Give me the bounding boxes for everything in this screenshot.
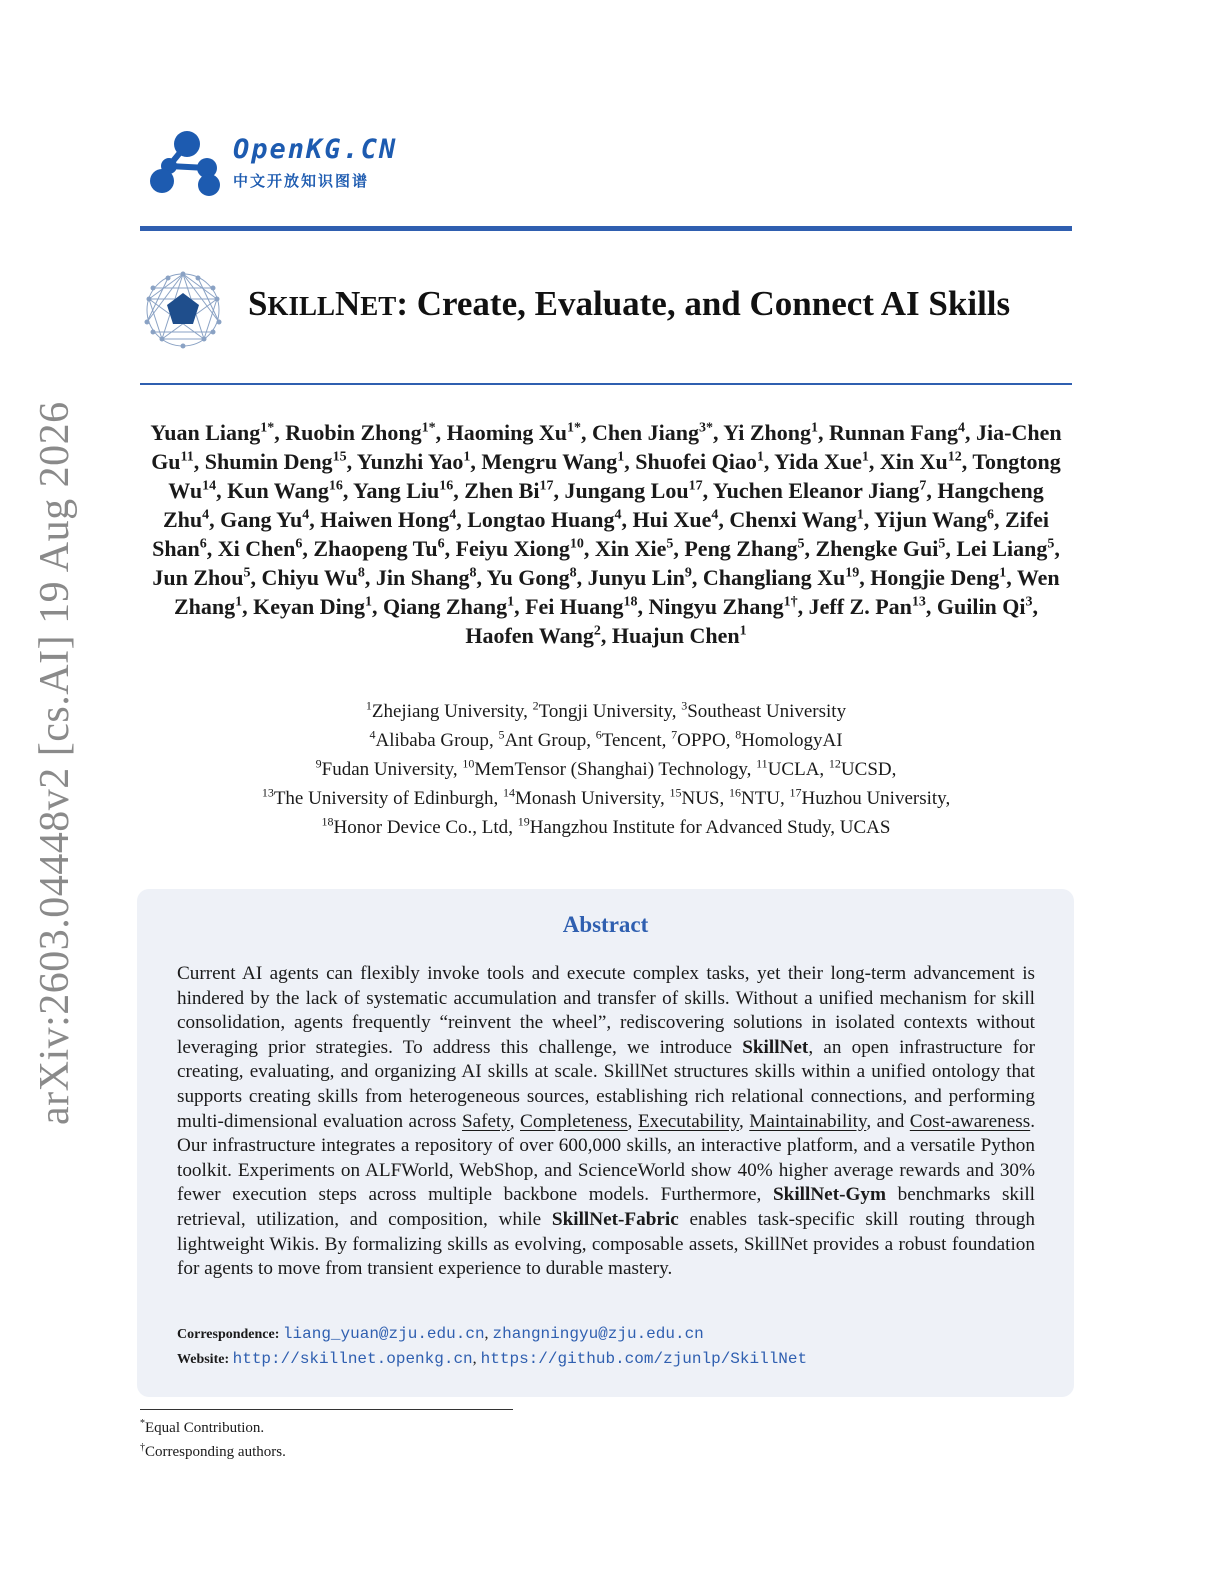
affiliation-line: $^{18}$Honor Device Co., Ltd, $^{19}$Hangzhou Institute for Advanced Study, UCAS [321, 814, 891, 838]
author-affil-mark: 6 [199, 536, 207, 552]
affil-mark: 5 [498, 727, 505, 742]
abstract-text-4: benchmarks skill retrieval, utilization, and composition, while [177, 1184, 1035, 1230]
affil-mark: 13 [261, 785, 274, 800]
affil-mark: 16 [728, 785, 741, 800]
author-name: Qiang Zhang [382, 594, 508, 619]
dim-safety: Safety [461, 1110, 510, 1132]
author-affil-mark: 1 [617, 449, 625, 465]
author-name: Mengru Wang [481, 449, 618, 474]
affiliation-name: Zhejiang University [371, 701, 524, 722]
author-name: Feiyu Xiong [455, 536, 570, 561]
affiliation-name: Huzhou University [801, 788, 946, 809]
author-affil-mark: 1† [783, 594, 798, 610]
correspondence-line: Correspondence: liang_yuan@zju.edu.cn, zhangningyu@zju.edu.cn [177, 1325, 704, 1343]
affiliation-name: Southeast University [687, 701, 847, 722]
footnote-text: Corresponding authors. [145, 1444, 286, 1460]
author-name: Wen Zhang [173, 565, 1060, 619]
affil-mark: 17 [789, 785, 802, 800]
footnote-text: Equal Contribution. [145, 1420, 265, 1436]
header-rule [140, 226, 1072, 231]
affiliation-name: Monash University [515, 788, 660, 809]
author-affil-mark: 18 [623, 594, 638, 610]
author-name: Guilin Qi [936, 594, 1026, 619]
author-name: Jungang Lou [564, 478, 689, 503]
author-affil-mark: 16 [439, 478, 454, 494]
author-name: Yunzhi Yao [356, 449, 464, 474]
affiliation-line: $^1$Zhejiang University, $^2$Tongji University, $^3$Southeast University [365, 698, 847, 722]
author-affil-mark: 5 [243, 565, 251, 581]
affiliation-name: Ant Group [504, 730, 587, 751]
author-affil-mark: 5 [1047, 536, 1055, 552]
author-affil-mark: 1 [739, 623, 747, 639]
openkg-network-icon [145, 128, 225, 200]
dim-maintainability: Maintainability [749, 1110, 867, 1132]
author-name: Kun Wang [227, 478, 329, 503]
author-affil-mark: 19 [845, 565, 860, 581]
author-affil-mark: 10 [569, 536, 584, 552]
affil-mark: 10 [462, 756, 475, 771]
author-affil-mark: 8 [357, 565, 365, 581]
author-affil-mark: 15 [332, 449, 347, 465]
author-name: Chen Jiang [592, 420, 700, 445]
author-name: Jeff Z. Pan [808, 594, 912, 619]
author-name: Yu Gong [486, 565, 570, 590]
author-name: Chenxi Wang [729, 507, 857, 532]
title-kill: KILL [267, 291, 335, 321]
affiliation-name: Hangzhou Institute for Advanced Study, UCAS [529, 817, 891, 838]
title-rest: : Create, Evaluate, and Connect AI Skills [396, 284, 1011, 323]
affil-mark: 6 [595, 727, 602, 742]
author-name: Changliang Xu [702, 565, 846, 590]
abstract-skillnet-gym: SkillNet-Gym [772, 1184, 886, 1206]
title-s: S [248, 284, 268, 323]
affil-mark: 18 [321, 814, 334, 829]
author-name: Zhen Bi [464, 478, 540, 503]
author-affil-mark: 4 [958, 420, 966, 436]
dim-executability: Executability [637, 1110, 739, 1132]
author-affil-mark: 8 [569, 565, 577, 581]
affiliation-name: Tencent [601, 730, 662, 751]
affil-mark: 11 [756, 756, 768, 771]
author-affil-mark: 9 [684, 565, 692, 581]
author-affil-mark: 2 [593, 623, 601, 639]
author-name: Haiwen Hong [320, 507, 450, 532]
affiliation-name: Honor Device Co., Ltd [333, 817, 509, 838]
author-name: Ningyu Zhang [648, 594, 784, 619]
affil-mark: 9 [315, 756, 322, 771]
author-name: Yijun Wang [873, 507, 988, 532]
author-name: Zifei Shan [152, 507, 1050, 561]
author-affil-mark: 1 [507, 594, 515, 610]
author-affil-mark: 1 [235, 594, 243, 610]
author-name: Hui Xue [632, 507, 712, 532]
abstract-text-2: , an open infrastructure for creating, evaluating, and organizing AI skills at scale. SkillNet structures skills within a unified ontology that supports creating skills from heterogeneous sources, establishing rich relational connections, and performing multi-dimensional evaluation across [177, 1036, 1035, 1132]
author-name: Hongjie Deng [870, 565, 1000, 590]
author-affil-mark: 6 [987, 507, 995, 523]
author-name: Shuofei Qiao [635, 449, 757, 474]
author-affil-mark: 4 [614, 507, 622, 523]
affil-mark: 15 [669, 785, 682, 800]
email-link[interactable]: liang_yuan@zju.edu.cn [282, 1325, 485, 1343]
affil-mark: 7 [671, 727, 678, 742]
footnote [140, 1414, 286, 1438]
author-affil-mark: 17 [688, 478, 703, 494]
footnotes [140, 1414, 286, 1462]
logo-name: OpenKG.CN [233, 134, 398, 165]
author-affil-mark: 12 [947, 449, 962, 465]
title-n: N [335, 284, 361, 323]
author-affil-mark: 6 [437, 536, 445, 552]
affil-mark: 12 [828, 756, 841, 771]
abstract-text-5: enables task-specific skill routing through lightweight Wikis. By formalizing skills as evolving, composable assets, SkillNet provides a robust foundation for agents to move from transient experience to durable mastery. [177, 1208, 1035, 1280]
author-name: Xin Xie [594, 536, 667, 561]
author-name: Haoming Xu [446, 420, 568, 445]
author-affil-mark: 1* [567, 420, 582, 436]
footnote [140, 1438, 286, 1462]
author-name: Yida Xue [774, 449, 862, 474]
website-label: Website: [177, 1352, 230, 1367]
footnote-mark: * [140, 1418, 145, 1429]
author-affil-mark: 4 [449, 507, 457, 523]
author-name: Yuan Liang [150, 420, 261, 445]
footnote-mark: † [140, 1442, 145, 1453]
author-affil-mark: 11 [180, 449, 194, 465]
author-name: Fei Huang [525, 594, 624, 619]
author-name: Zhengke Gui [815, 536, 939, 561]
affil-mark: 2 [532, 698, 539, 713]
affiliation-name: The University of Edinburgh [273, 788, 494, 809]
author-name: Jia-Chen Gu [151, 420, 1062, 474]
author-affil-mark: 1* [421, 420, 436, 436]
author-name: Ruobin Zhong [285, 420, 422, 445]
title-et: ET [360, 291, 397, 321]
author-name: Lei Liang [956, 536, 1048, 561]
author-affil-mark: 1 [756, 449, 764, 465]
affiliation-name: MemTensor (Shanghai) Technology [474, 759, 747, 780]
author-affil-mark: 17 [539, 478, 554, 494]
author-affil-mark: 5 [797, 536, 805, 552]
author-name: Shumin Deng [204, 449, 333, 474]
author-name: Runnan Fang [829, 420, 959, 445]
author-affil-mark: 1 [811, 420, 819, 436]
email-link[interactable]: zhangningyu@zju.edu.cn [492, 1325, 704, 1343]
affiliation-name: Tongji University [538, 701, 672, 722]
author-name: Hangcheng Zhu [162, 478, 1044, 532]
footnote-rule [140, 1409, 513, 1410]
affiliation-name: OPPO [677, 730, 726, 751]
affiliation-name: Alibaba Group [375, 730, 489, 751]
logo-subtitle: 中文开放知识图谱 [233, 172, 370, 190]
github-link[interactable]: https://github.com/zjunlp/SkillNet [480, 1350, 808, 1368]
affiliation-name: NUS [681, 788, 720, 809]
abstract-skillnet: SkillNet [742, 1036, 809, 1058]
author-name: Keyan Ding [253, 594, 365, 619]
affiliation-name: NTU [740, 788, 781, 809]
website-link[interactable]: http://skillnet.openkg.cn [232, 1350, 473, 1368]
author-affil-mark: 5 [666, 536, 674, 552]
title-rule [140, 383, 1072, 385]
author-name: Longtao Huang [467, 507, 615, 532]
correspondence-label: Correspondence: [177, 1327, 280, 1342]
author-name: Yi Zhong [723, 420, 812, 445]
author-affil-mark: 6 [295, 536, 303, 552]
author-name: Xi Chen [217, 536, 296, 561]
author-name: Yuchen Eleanor Jiang [712, 478, 920, 503]
affiliation-name: UCLA [767, 759, 820, 780]
author-affil-mark: 14 [202, 478, 217, 494]
arxiv-stamp: arXiv:2603.04448v2 [cs.AI] 19 Aug 2026 [32, 401, 78, 1125]
abstract-text-1: Current AI agents can flexibly invoke tools and execute complex tasks, yet their long-term advancement is hindered by the lack of systematic accumulation and transfer of skills. Without a unified mechanism for skill consolidation, agents frequently “reinvent the wheel”, rediscovering solutions in isolated contexts without leveraging prior strategies. To address this challenge, we introduce [177, 963, 1035, 1058]
affiliation-list [140, 697, 1072, 842]
author-list: Yuan Liang$^{1*}$, Ruobin Zhong$^{1*}$, Haoming $Xu^{1*}$, Chen Jiang$^{3*}$, Yi Zhong$^1$, Runnan Fang$^4$, Jia-Chen Gu$^{11}$, Shumin Deng$^{15}$, Yunzhi Yao$^1$, Mengru Wang$^1$, Shuofei Qiao$^1$, Yida Xue$^1$, Xin Xu$^{12}$, Tongtong Wu$^{14}$, Kun Wang$^{16}$, Yang Liu$^{16}$, Zhen Bi$^{17}$, Jungang Lou$^{17}$, Yuchen Eleanor Jiang$^7$, Hangcheng Zhu$^4$, Gang Yu$^4$, Haiwen Hong$^4$, Longtao Huang$^4$, Hui Xue$^4$, Chenxi Wang$^1$, Yijun Wang$^6$, Zifei Shan$^6$, Xi Chen$^6$, Zhaopeng Tu$^6$, Feiyu Xiong$^{10}$, Xin Xie$^5$, Peng Zhang$^5$, Zhengke Gui$^5$, Lei Liang$^5$, Jun Zhou$^5$, Chiyu Wu$^8$, Jin Shang$^8$, Yu Gong$^8$, Junyu Lin$^9$, Changliang Xu$^{19}$, Hongjie Deng$^1$, Wen Zhang$^1$, Keyan Ding$^1$, Qiang Zhang$^1$, Fei Huang$^{18}$, Ningyu Zhang$^{1\dagger}$, Jeff Z. Pan$^{13}$, Guilin Qi$^3$, Haofen Wang$^2$, Huajun Chen$^1$ [150, 420, 1062, 648]
affiliation-name: HomologyAI [741, 730, 843, 751]
website-line: Website: http://skillnet.openkg.cn, https://github.com/zjunlp/SkillNet [177, 1350, 808, 1368]
author-affil-mark: 1* [260, 420, 275, 436]
author-name: Yang Liu [353, 478, 440, 503]
author-affil-mark: 1 [861, 449, 869, 465]
abstract-body: Current AI agents can flexibly invoke tools and execute complex tasks, yet their long-term advancement is hindered by the lack of systematic accumulation and transfer of skills. Without a unified mechanism for skill consolidation, agents frequently “reinvent the wheel”, rediscovering solutions in isolated contexts without leveraging prior strategies. To address this challenge, we introduce SkillNet, an open infrastructure for creating, evaluating, and organizing AI skills at scale. SkillNet structures skills within a unified ontology that supports creating skills from heterogeneous sources, establishing rich relational connections, and performing multi-dimensional evaluation across Safety, Completeness, Executability, Maintainability, and Cost-awareness. Our infrastructure integrates a repository of over 600,000 skills, an interactive platform, and a versatile Python toolkit. Experiments on ALFWorld, WebShop, and ScienceWorld show 40% higher average rewards and 30% fewer execution steps across multiple backbone models. Furthermore, SkillNet-Gym benchmarks skill retrieval, utilization, and composition, while SkillNet-Fabric enables task-specific skill routing through lightweight Wikis. By formalizing skills as evolving, composable assets, SkillNet provides a robust foundation for agents to move from transient experience to durable mastery. [177, 963, 1035, 1280]
paper-title [248, 284, 1010, 324]
abstract-heading: Abstract [562, 912, 649, 937]
author-affil-mark: 16 [328, 478, 343, 494]
abstract-text-3: . Our infrastructure integrates a repository of over 600,000 skills, an interactive platform, and a versatile Python toolkit. Experiments on ALFWorld, WebShop, and ScienceWorld show 40% higher average rewards and 30% fewer execution steps across multiple backbone models. Furthermore, [177, 1110, 1035, 1206]
author-affil-mark: 8 [469, 565, 477, 581]
dim-completeness: Completeness [520, 1110, 628, 1132]
affil-mark: 14 [503, 785, 516, 800]
author-affil-mark: 3 [1025, 594, 1033, 610]
author-affil-mark: 1 [856, 507, 864, 523]
author-name: Huajun Chen [611, 623, 740, 648]
author-affil-mark: 13 [911, 594, 926, 610]
affil-mark: 1 [365, 698, 372, 713]
affil-mark: 19 [517, 814, 530, 829]
affiliation-name: Fudan University [321, 759, 453, 780]
author-affil-mark: 1 [463, 449, 471, 465]
affil-mark: 4 [369, 727, 376, 742]
affiliation-line: $^9$Fudan University, $^{10}$MemTensor (Shanghai) Technology, $^{11}$UCLA, $^{12}$UCSD, [315, 756, 897, 780]
author-affil-mark: 3* [699, 420, 714, 436]
author-name: Tongtong Wu [168, 449, 1061, 503]
skillnet-network-icon [143, 270, 223, 350]
author-name: Xin Xu [879, 449, 948, 474]
author-name: Jin Shang [375, 565, 470, 590]
affil-mark: 8 [735, 727, 742, 742]
affiliation-name: UCSD [840, 759, 892, 780]
author-affil-mark: 1 [364, 594, 372, 610]
author-affil-mark: 4 [711, 507, 719, 523]
author-affil-mark: 4 [202, 507, 210, 523]
author-affil-mark: 1 [999, 565, 1007, 581]
author-affil-mark: 4 [302, 507, 310, 523]
author-name: Peng Zhang [684, 536, 798, 561]
author-name: Chiyu Wu [261, 565, 358, 590]
affiliation-line: $^{13}$The University of Edinburgh, $^{14}$Monash University, $^{15}$NUS, $^{16}$NTU, $^{17}$Huzhou University, [261, 785, 951, 809]
dim-cost-awareness: Cost-awareness [909, 1110, 1031, 1132]
abstract-skillnet-fabric: SkillNet-Fabric [551, 1208, 679, 1230]
author-name: Junyu Lin [587, 565, 685, 590]
author-name: Jun Zhou [152, 565, 244, 590]
author-affil-mark: 5 [938, 536, 946, 552]
affil-mark: 3 [681, 698, 688, 713]
author-name: Zhaopeng Tu [313, 536, 438, 561]
affiliation-line: $^4$Alibaba Group, $^5$Ant Group, $^6$Tencent, $^7$OPPO, $^8$HomologyAI [369, 727, 843, 751]
author-affil-mark: 7 [919, 478, 927, 494]
author-name: Gang Yu [220, 507, 303, 532]
author-name: Haofen Wang [465, 623, 594, 648]
